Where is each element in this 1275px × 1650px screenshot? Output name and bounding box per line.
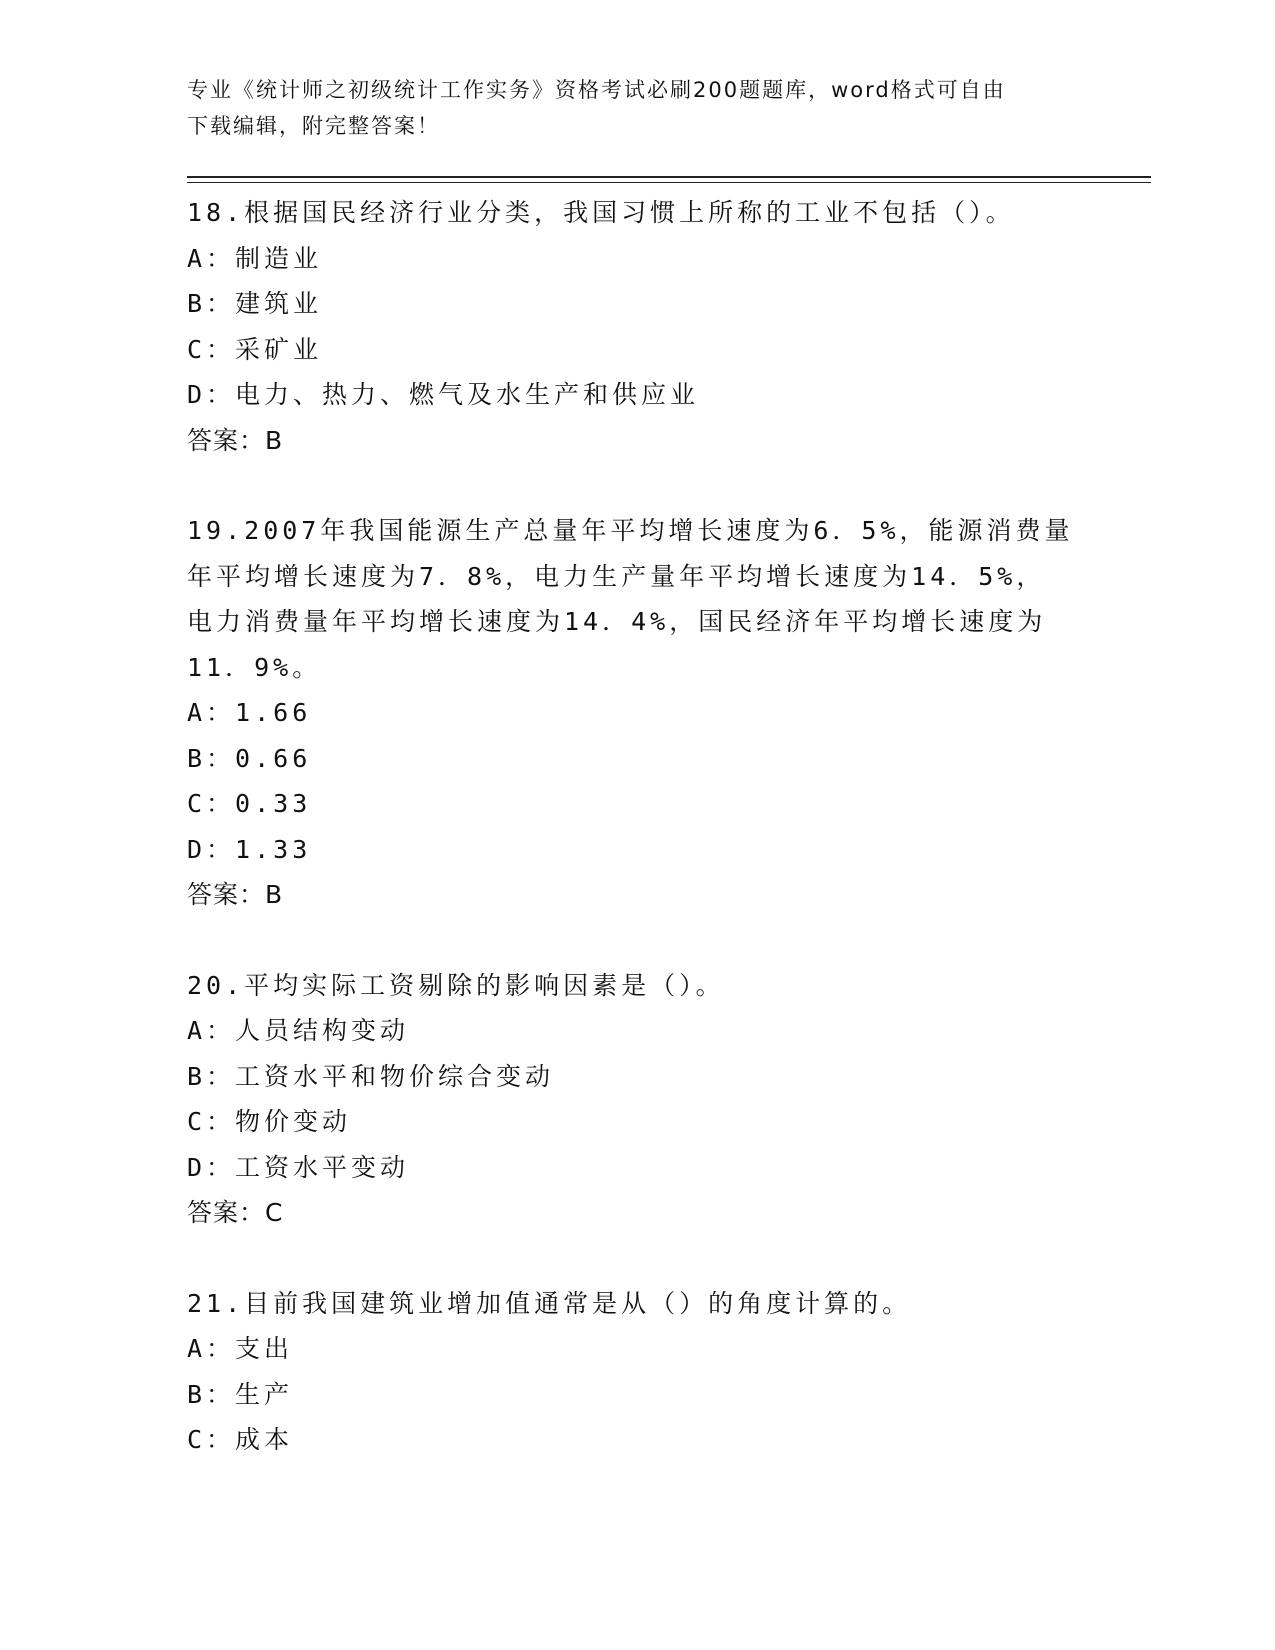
question-stem-line: 年平均增长速度为7．8%，电力生产量年平均增长速度为14．5%， xyxy=(187,561,1046,591)
question-list xyxy=(187,190,1074,1508)
header-divider-thin xyxy=(187,182,1151,183)
question-19 xyxy=(187,508,1074,918)
header-divider-thick xyxy=(187,176,1151,178)
option-c: C：0.33 xyxy=(187,789,312,818)
option-d: D：1.33 xyxy=(187,834,312,864)
header-line: 下载编辑，附完整答案！ xyxy=(187,114,440,138)
answer: 答案：B xyxy=(187,880,284,909)
option-c: C：物价变动 xyxy=(187,1107,352,1136)
question-stem-line: 11．9%。 xyxy=(187,652,322,682)
option-b: B：建筑业 xyxy=(187,289,323,318)
option-b: B：工资水平和物价综合变动 xyxy=(187,1061,555,1091)
option-b: B：0.66 xyxy=(187,743,312,773)
question-21 xyxy=(187,1281,1067,1463)
question-stem: 20.平均实际工资剔除的影响因素是（）。 xyxy=(187,970,725,1000)
question-18 xyxy=(187,190,1067,463)
answer: 答案：C xyxy=(187,1198,284,1227)
question-stem: 18.根据国民经济行业分类，我国习惯上所称的工业不包括（）。 xyxy=(187,198,1015,227)
option-a: A：支出 xyxy=(187,1334,294,1363)
option-a: A：制造业 xyxy=(187,243,323,273)
option-a: A：人员结构变动 xyxy=(187,1016,410,1045)
question-stem-line: 19.2007年我国能源生产总量年平均增长速度为6．5%，能源消费量 xyxy=(187,516,1074,545)
question-20 xyxy=(187,963,1067,1236)
question-stem-line: 电力消费量年平均增长速度为14．4%，国民经济年平均增长速度为 xyxy=(187,607,1047,636)
option-d: D：工资水平变动 xyxy=(187,1152,410,1182)
option-a: A：1.66 xyxy=(187,698,312,727)
option-b: B：生产 xyxy=(187,1379,294,1409)
document-header xyxy=(187,72,1067,144)
answer: 答案：B xyxy=(187,425,284,455)
option-c: C：采矿业 xyxy=(187,334,323,364)
header-line: 专业《统计师之初级统计工作实务》资格考试必刷200题题库，word格式可自由 xyxy=(187,78,1006,102)
option-d: D：电力、热力、燃气及水生产和供应业 xyxy=(187,380,700,409)
option-c: C：成本 xyxy=(187,1425,294,1454)
question-stem: 21.目前我国建筑业增加值通常是从（）的角度计算的。 xyxy=(187,1288,912,1318)
